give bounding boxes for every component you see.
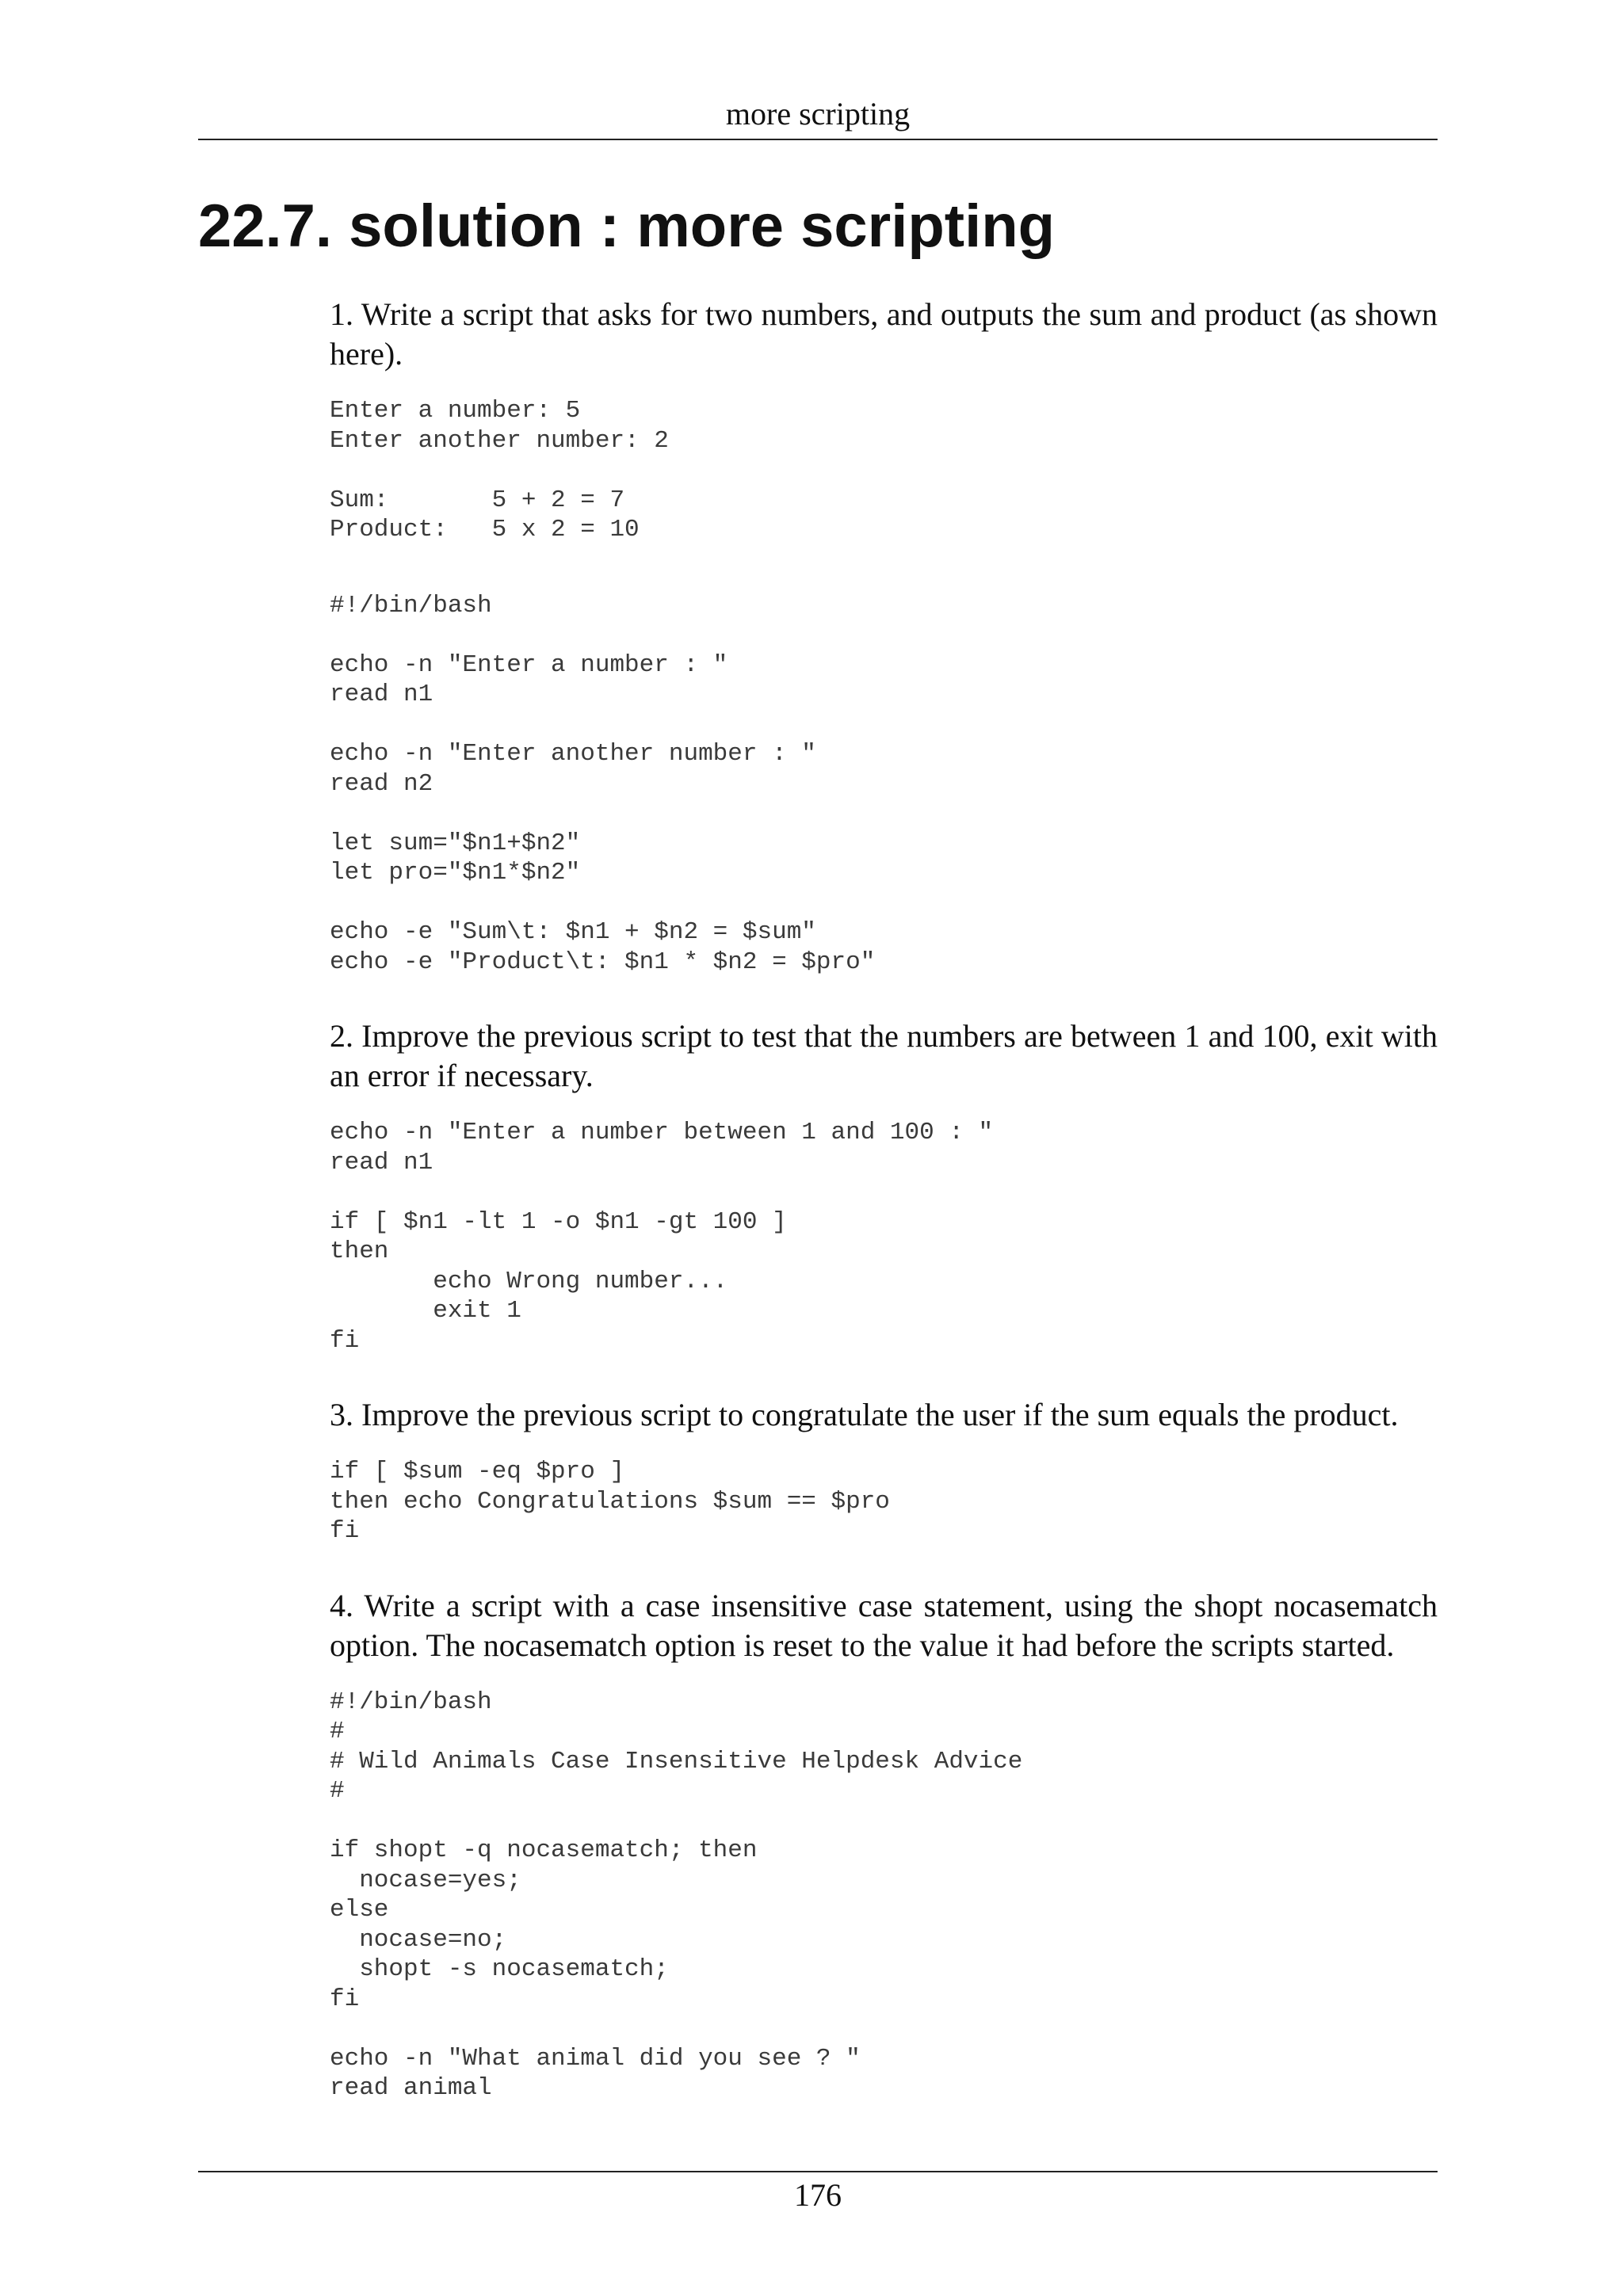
question-4-code: #!/bin/bash # # Wild Animals Case Insensitive Helpdesk Advice # if shopt -q nocasematch; then nocase=yes; else nocase=no; shopt -s nocasematch; fi echo -n "What animal did you see ? " read animal (330, 1688, 1023, 2102)
footer-rule (198, 2171, 1438, 2172)
header-rule (198, 139, 1438, 140)
running-header: more scripting (725, 96, 911, 132)
question-1-text: 1. Write a script that asks for two numbers, and outputs the sum and product (as shown here). (330, 296, 1438, 372)
question-4-text: 4. Write a script with a case insensitive case statement, using the shopt nocasematch option. The nocasematch option is reset to the value it had before the scripts started. (330, 1587, 1438, 1663)
question-2-code: echo -n "Enter a number between 1 and 100 : " read n1 if [ $n1 -lt 1 -o $n1 -gt 100 ] then echo Wrong number... exit 1 fi (330, 1119, 994, 1355)
question-1-output-example: Enter a number: 5 Enter another number: 2 Sum: 5 + 2 = 7 Product: 5 x 2 = 10 (330, 397, 669, 543)
page-number: 176 (794, 2177, 842, 2213)
question-1-code: #!/bin/bash echo -n "Enter a number : " read n1 echo -n "Enter another number : " read n2 let sum="$n1+$n2" let pro="$n1*$n2" echo -e "Sum\t: $n1 + $n2 = $sum" echo -e "Product\t: $n1 * $n2 = $pro" (330, 591, 876, 976)
question-2-text: 2. Improve the previous script to test that the numbers are between 1 and 100, exit with an error if necessary. (330, 1018, 1438, 1093)
question-3-text: 3. Improve the previous script to congratulate the user if the sum equals the product. (330, 1397, 1399, 1432)
section-title: 22.7. solution : more scripting (198, 193, 1056, 260)
page-body (330, 295, 1438, 2103)
question-3-code: if [ $sum -eq $pro ] then echo Congratulations $sum == $pro fi (330, 1458, 890, 1545)
